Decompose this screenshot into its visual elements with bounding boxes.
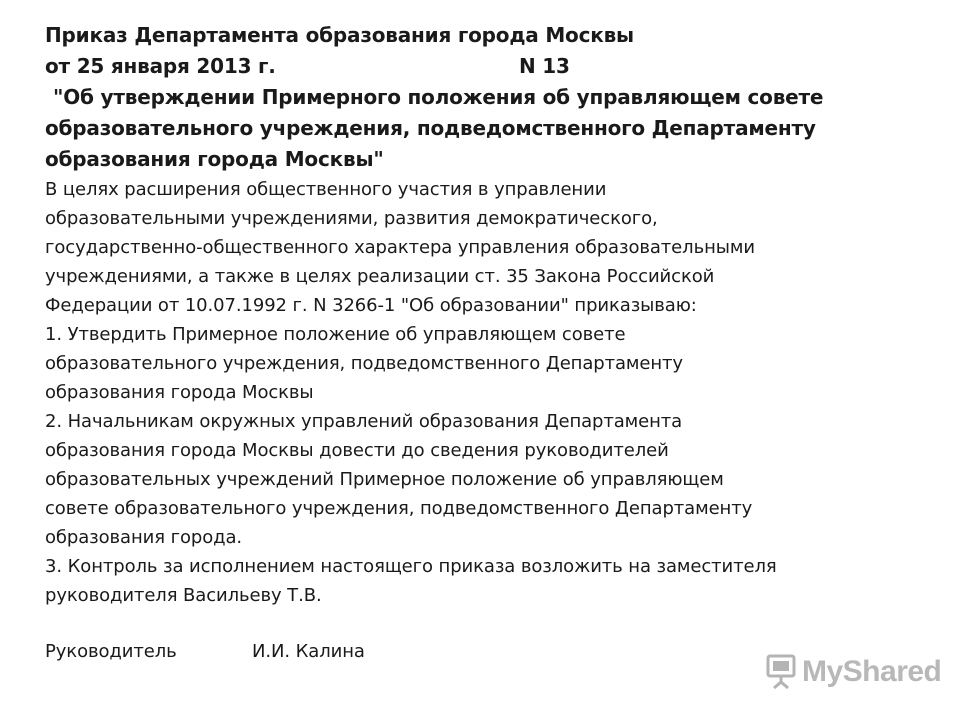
presentation-board-icon	[766, 654, 796, 690]
order-item-3	[45, 552, 925, 610]
preamble-line-2: образовательными учреждениями, развития демократического,	[45, 208, 658, 229]
subject-line-2: образовательного учреждения, подведомственного Департаменту	[45, 116, 816, 140]
document-subject	[45, 82, 925, 175]
watermark-text: MyShared	[802, 655, 942, 688]
subject-line-3: образования города Москвы"	[45, 147, 384, 171]
item2-line-4: совете образовательного учреждения, подведомственного Департаменту	[45, 498, 753, 519]
order-item-2	[45, 407, 925, 552]
item2-line-3: образовательных учреждений Примерное положение об управляющем	[45, 469, 724, 490]
item2-line-5: образования города.	[45, 527, 243, 548]
preamble-line-3: государственно-общественного характера управления образовательными	[45, 237, 755, 258]
item3-line-1: 3. Контроль за исполнением настоящего приказа возложить на заместителя	[45, 556, 777, 577]
item1-line-2: образовательного учреждения, подведомственного Департаменту	[45, 353, 683, 374]
spacer	[45, 610, 925, 637]
item1-line-3: образования города Москвы	[45, 382, 314, 403]
item3-line-2: руководителя Васильеву Т.В.	[45, 585, 322, 606]
preamble-line-1: В целях расширения общественного участия в управлении	[45, 179, 607, 200]
order-document	[45, 20, 925, 666]
preamble-line-4: учреждениями, а также в целях реализации ст. 35 Закона Российской	[45, 266, 715, 287]
subject-line-1: "Об утверждении Примерного положения об управляющем совете	[53, 85, 824, 109]
signature-name: И.И. Калина	[252, 641, 365, 662]
signature-position: Руководитель	[45, 641, 177, 662]
document-title: Приказ Департамента образования города Москвы	[45, 23, 634, 47]
item2-line-2: образования города Москвы довести до сведения руководителей	[45, 440, 669, 461]
preamble	[45, 175, 925, 320]
myshared-watermark	[766, 654, 941, 690]
item1-line-1: 1. Утвердить Примерное положение об управляющем совете	[45, 324, 626, 345]
document-date: от 25 января 2013 г.	[45, 54, 276, 78]
item2-line-1: 2. Начальникам окружных управлений образования Департамента	[45, 411, 683, 432]
document-number: N 13	[519, 54, 570, 78]
document-date-number-row	[45, 51, 925, 82]
preamble-line-5: Федерации от 10.07.1992 г. N 3266-1 "Об образовании" приказываю:	[45, 295, 697, 316]
order-item-1	[45, 320, 925, 407]
